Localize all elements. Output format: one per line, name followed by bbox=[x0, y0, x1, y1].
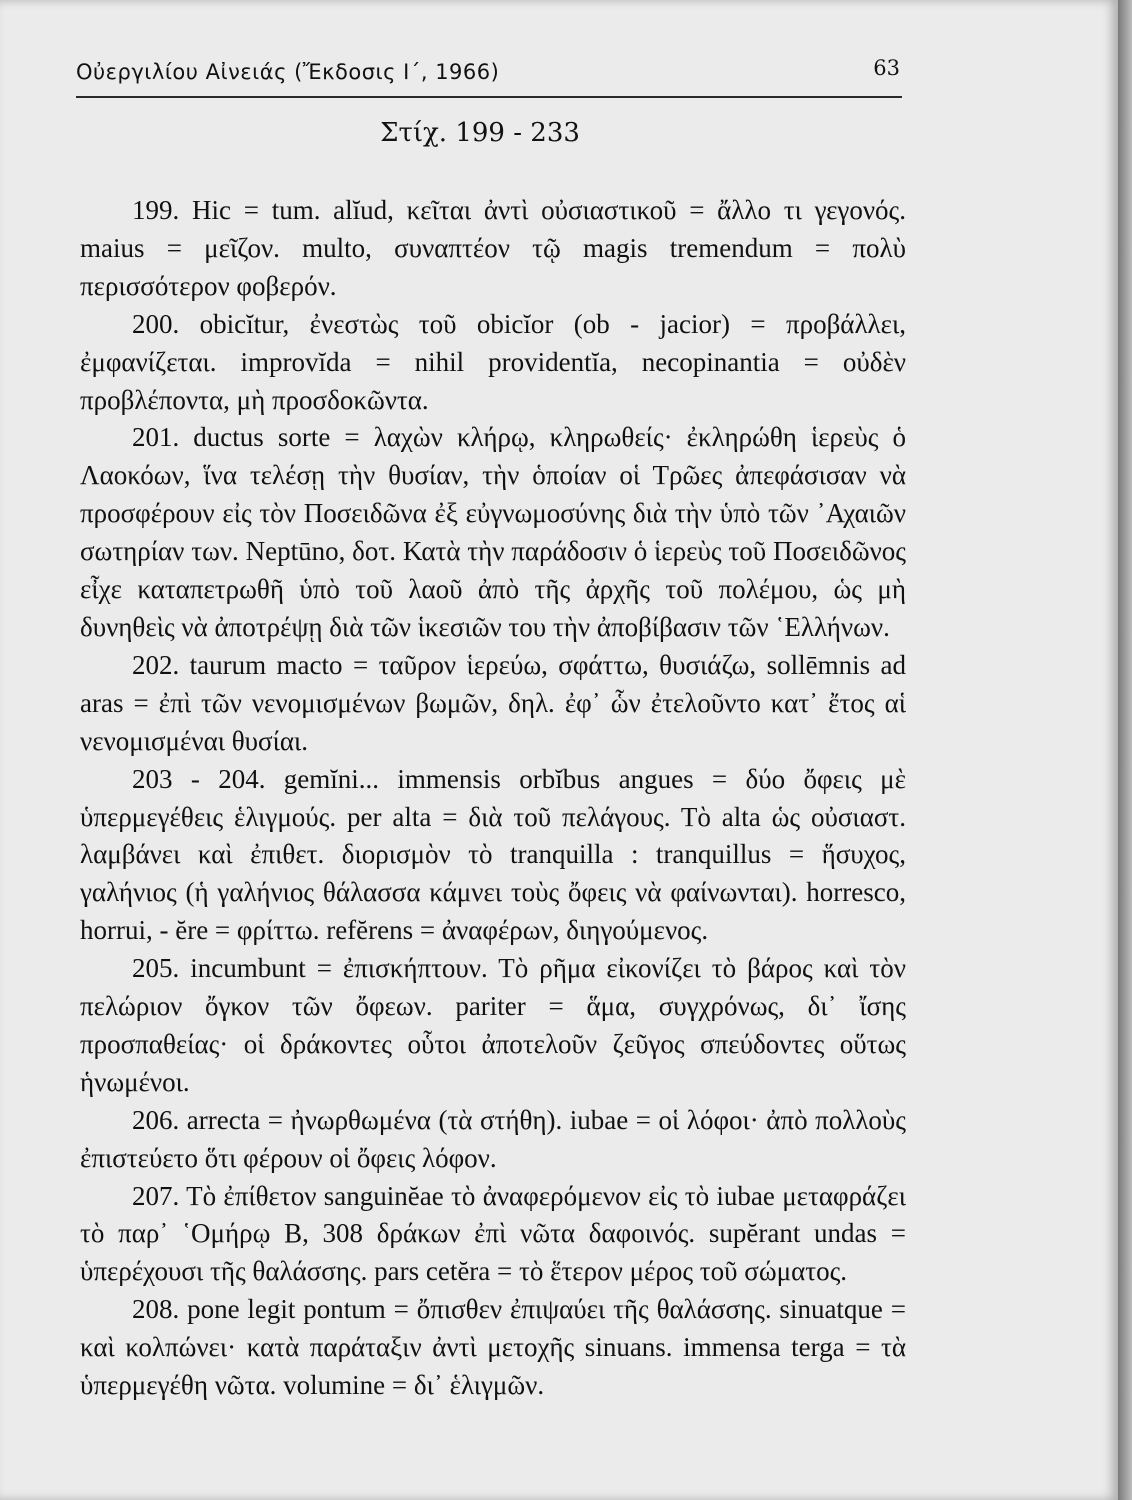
page-edge-shadow bbox=[1118, 0, 1132, 1500]
page-number: 63 bbox=[873, 56, 900, 80]
commentary-paragraph: 202. taurum macto = ταῦρον ἱερεύω, σφάττω, θυσιάζω, sollēmnis ad aras = ἐπὶ τῶν νενομισμένων βωμῶν, δηλ. ἐφ᾿ ὧν ἐτελοῦντο κατ᾿ ἔτος αἱ νενομισμέναι θυσίαι. bbox=[80, 649, 906, 756]
commentary-paragraph: 203 - 204. gemĭni... immensis orbĭbus angues = δύο ὄφεις μὲ ὑπερμεγέθεις ἑλιγμούς. per alta = διὰ τοῦ πελάγους. Τὸ alta ὡς οὐσιαστ. λαμβάνει καὶ ἐπιθετ. διορισμὸν τὸ tranquilla : tranquillus = ἥσυχος, γαλήνιος (ἡ γαλήνιος θάλασσα κάμνει τοὺς ὄφεις νὰ φαίνωνται). horresco, horrui, - ĕre = φρίττω. refĕrens = ἀναφέρων, διηγούμενος. bbox=[80, 763, 906, 946]
running-title: Οὐεργιλίου Αἰνειάς (Ἔκδοσις Ι΄, 1966) bbox=[76, 60, 500, 84]
commentary-paragraph: 201. ductus sorte = λαχὼν κλήρῳ, κληρωθείς· ἐκληρώθη ἱερεὺς ὁ Λαοκόων, ἵνα τελέσῃ τὴν θυσίαν, τὴν ὁποίαν οἱ Τρῶες ἀπεφάσισαν νὰ προσφέρουν εἰς τὸν Ποσειδῶνα ἐξ εὐγνωμοσύνης διὰ τὴν ὑπὸ τῶν ᾿Αχαιῶν σωτηρίαν των. Neptūno, δοτ. Κατὰ τὴν παράδοσιν ὁ ἱερεὺς τοῦ Ποσειδῶνος εἶχε καταπετρωθῆ ὑπὸ τοῦ λαοῦ ἀπὸ τῆς ἀρχῆς τοῦ πολέμου, ὡς μὴ δυνηθεὶς νὰ ἀποτρέψῃ διὰ τῶν ἱκεσιῶν του τὴν ἀποβίβασιν τῶν ῾Ελλήνων. bbox=[80, 422, 906, 642]
commentary-paragraph: 205. incumbunt = ἐπισκήπτουν. Τὸ ρῆμα εἰκονίζει τὸ βάρος καὶ τὸν πελώριον ὄγκον τῶν ὄφεων. pariter = ἅμα, συγχρόνως, δι᾿ ἴσης προσπαθείας· οἱ δράκοντες οὗτοι ἀποτελοῦν ζεῦγος σπεύδοντες οὕτως ἡνωμένοι. bbox=[80, 953, 906, 1097]
section-heading: Στίχ. 199 - 233 bbox=[380, 118, 580, 148]
commentary-paragraph: 199. Hic = tum. alĭud, κεῖται ἀντὶ οὐσιαστικοῦ = ἄλλο τι γεγονός. maius = μεῖζον. multo, συναπτέον τῷ magis tremendum = πολὺ περισσότερον φοβερόν. bbox=[80, 195, 906, 301]
commentary-paragraph: 207. Τὸ ἐπίθετον sanguinĕae τὸ ἀναφερόμενον εἰς τὸ iubae μεταφράζει τὸ παρ᾿ ῾Ομήρῳ Β, 308 δράκων ἐπὶ νῶτα δαφοινός. supĕrant undas = ὑπερέχουσι τῆς θαλάσσης. pars cetĕra = τὸ ἕτερον μέρος τοῦ σώματος. bbox=[80, 1180, 906, 1287]
commentary-body bbox=[80, 192, 906, 1405]
running-header bbox=[76, 56, 902, 98]
commentary-paragraph: 208. pone legit pontum = ὄπισθεν ἐπιψαύει τῆς θαλάσσης. sinuatque = καὶ κολπώνει· κατὰ παράταξιν ἀντὶ μετοχῆς sinuans. immensa terga = τὰ ὑπερμεγέθη νῶτα. volumine = δι᾿ ἑλιγμῶν. bbox=[80, 1294, 906, 1401]
commentary-paragraph: 206. arrecta = ἠνωρθωμένα (τὰ στήθη). iubae = οἱ λόφοι· ἀπὸ πολλοὺς ἐπιστεύετο ὅτι φέρουν οἱ ὄφεις λόφον. bbox=[80, 1104, 906, 1173]
commentary-paragraph: 200. obicĭtur, ἐνεστὼς τοῦ obicĭor (ob - jacior) = προβάλλει, ἐμφανίζεται. improvĭda = nihil providentĭa, necopinantia = οὐδὲν προβλέποντα, μὴ προσδοκῶντα. bbox=[80, 308, 906, 415]
